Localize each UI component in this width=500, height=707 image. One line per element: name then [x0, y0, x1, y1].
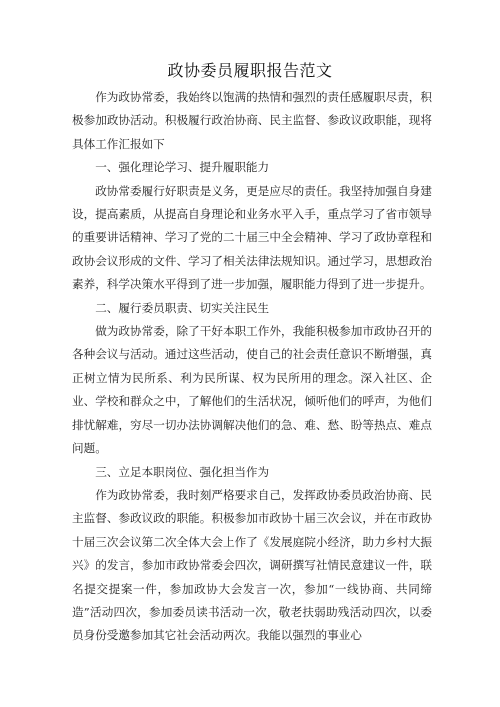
section-body-2: 做为政协常委，除了干好本职工作外，我能积极参加市政协召开的各种会议与活动。通过这些活动，使自己的社会责任意识不断增强，真正树立情为民所系、利为民所谋、权为民所用的理念。深入社区、企业、学校和群众之中，了解他们的生活状况，倾听他们的呼声，为他们排忧解难，穷尽一切办法协调解决他们的急、难、愁、盼等热点、难点问题。	[72, 324, 432, 456]
section-body-3: 作为政协常委，我时刻严格要求自己，发挥政协委员政治协商、民主监督、参政议政的职能。积极参加市政协十届三次会议，并在市政协十届三次会议第二次全体大会上作了《发展庭院小经济，助力乡村大振兴》的发言，参加市政协常委会四次，调研撰写社情民意建议一件，联名提交提案一件，参加政协大会发言一次，参加“一线协商、共同缔造”活动四次，参加委员读书活动一次，敬老扶弱助残活动四次，以委员身份受邀参加其它社会活动两次。我能以强烈的事业心	[72, 487, 432, 643]
section-heading-2: 二、履行委员职责、切实关注民生	[95, 300, 270, 315]
section-body-1: 政协常委履行好职责是义务，更是应尽的责任。我坚持加强自身建设，提高素质，从提高自身理论和业务水平入手，重点学习了省市领导的重要讲话精神、学习了党的二十届三中全会精神、学习了政协章程和政协会议形成的文件、学习了相关法律法规知识。通过学习，思想政治素养，科学决策水平得到了进一步加强，履职能力得到了进一步提升。	[72, 183, 432, 292]
document-title: 政协委员履职报告范文	[167, 61, 333, 80]
section-heading-1: 一、强化理论学习、提升履职能力	[95, 160, 270, 175]
intro-paragraph: 作为政协常委，我始终以饱满的热情和强烈的责任感履职尽责，积极参加政协活动。积极履行政治协商、民主监督、参政议政职能，现将具体工作汇报如下	[72, 90, 432, 151]
section-heading-3: 三、立足本职岗位、强化担当作为	[95, 464, 270, 479]
document-body	[72, 86, 432, 648]
